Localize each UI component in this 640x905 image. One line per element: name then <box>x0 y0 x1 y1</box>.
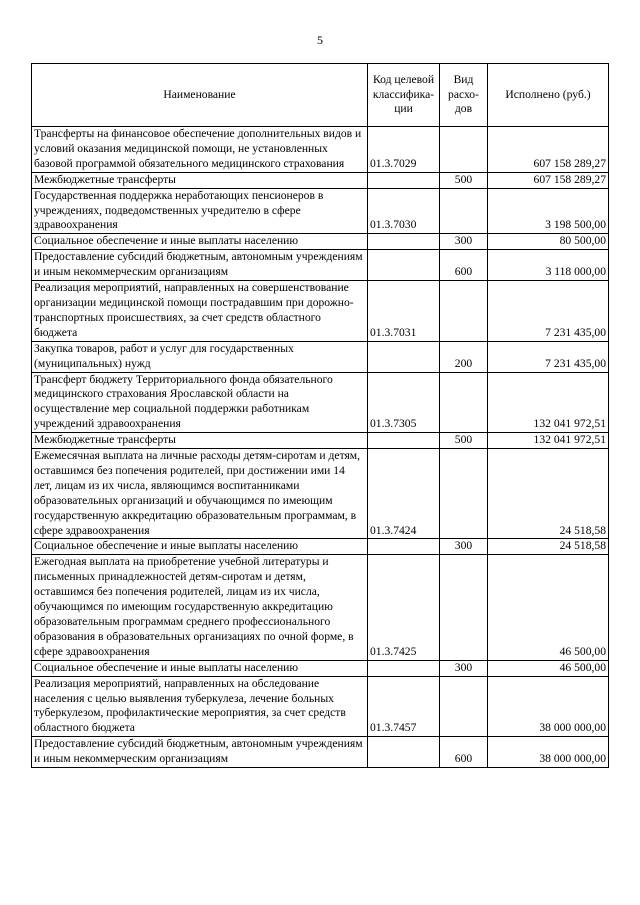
row-name: Предоставление субсидий бюджетным, автономным учреждениям и иным некоммерческим организациям <box>32 250 368 281</box>
table-row <box>32 188 609 234</box>
row-name: Трансферт бюджету Территориального фонда обязательного медицинского страхования Ярославской области на осуществление мер социальной поддержки работникам учреждений здравоохранения <box>32 372 368 433</box>
table-row <box>32 449 609 539</box>
table-row <box>32 172 609 188</box>
table-row <box>32 555 609 660</box>
table-row <box>32 234 609 250</box>
row-name: Закупка товаров, работ и услуг для государственных (муниципальных) нужд <box>32 341 368 372</box>
header-code: Код целевой классифика-ции <box>368 64 440 127</box>
row-type: 200 <box>440 341 488 372</box>
row-name: Предоставление субсидий бюджетным, автономным учреждениям и иным некоммерческим организациям <box>32 737 368 768</box>
row-name: Ежемесячная выплата на личные расходы детям-сиротам и детям, оставшимся без попечения родителей, при достижении ими 14 лет, лицам из их числа, являющимся воспитанниками образовательных организаций и обучающимся по имеющим государственную аккредитацию образовательным программам, в сфере здравоохранения <box>32 449 368 539</box>
row-code: 01.3.7030 <box>368 188 440 234</box>
table-row <box>32 660 609 676</box>
row-amount: 46 500,00 <box>488 660 609 676</box>
row-code <box>368 539 440 555</box>
row-amount: 3 198 500,00 <box>488 188 609 234</box>
page-number: 5 <box>317 33 323 47</box>
row-type <box>440 676 488 737</box>
table-row <box>32 433 609 449</box>
row-type <box>440 127 488 173</box>
row-name: Социальное обеспечение и иные выплаты населению <box>32 539 368 555</box>
row-code <box>368 250 440 281</box>
row-amount: 46 500,00 <box>488 555 609 660</box>
row-type <box>440 372 488 433</box>
row-type: 600 <box>440 737 488 768</box>
row-type <box>440 188 488 234</box>
row-type <box>440 281 488 342</box>
row-amount: 7 231 435,00 <box>488 341 609 372</box>
row-code <box>368 341 440 372</box>
row-type: 300 <box>440 234 488 250</box>
table-row <box>32 250 609 281</box>
row-code <box>368 172 440 188</box>
table-row <box>32 341 609 372</box>
row-code <box>368 433 440 449</box>
row-code <box>368 234 440 250</box>
row-code: 01.3.7305 <box>368 372 440 433</box>
row-code: 01.3.7425 <box>368 555 440 660</box>
row-amount: 38 000 000,00 <box>488 737 609 768</box>
row-name: Ежегодная выплата на приобретение учебной литературы и письменных принадлежностей детям-сиротам и детям, оставшимся без попечения родителей, лицам из их числа, обучающимся по имеющим государственную аккредитацию образовательным программам среднего профессионального образования в образовательных организациях по очной форме, в сфере здравоохранения <box>32 555 368 660</box>
row-name: Реализация мероприятий, направленных на совершенствование организации медицинской помощи пострадавшим при дорожно-транспортных происшествиях, за счет средств областного бюджета <box>32 281 368 342</box>
table-row <box>32 737 609 768</box>
table-row <box>32 127 609 173</box>
row-amount: 607 158 289,27 <box>488 127 609 173</box>
row-amount: 80 500,00 <box>488 234 609 250</box>
row-amount: 607 158 289,27 <box>488 172 609 188</box>
row-name: Государственная поддержка неработающих пенсионеров в учреждениях, подведомственных учредителю в сфере здравоохранения <box>32 188 368 234</box>
row-name: Социальное обеспечение и иные выплаты населению <box>32 660 368 676</box>
row-type <box>440 555 488 660</box>
header-amount: Исполнено (руб.) <box>488 64 609 127</box>
row-code: 01.3.7029 <box>368 127 440 173</box>
table-header-row <box>32 64 609 127</box>
row-name: Межбюджетные трансферты <box>32 172 368 188</box>
row-code: 01.3.7457 <box>368 676 440 737</box>
header-name: Наименование <box>32 64 368 127</box>
row-amount: 24 518,58 <box>488 539 609 555</box>
row-amount: 132 041 972,51 <box>488 372 609 433</box>
row-code <box>368 660 440 676</box>
row-type: 500 <box>440 433 488 449</box>
table-row <box>32 281 609 342</box>
row-amount: 7 231 435,00 <box>488 281 609 342</box>
table-row <box>32 539 609 555</box>
row-amount: 3 118 000,00 <box>488 250 609 281</box>
row-type: 600 <box>440 250 488 281</box>
row-amount: 38 000 000,00 <box>488 676 609 737</box>
row-code <box>368 737 440 768</box>
table-row <box>32 676 609 737</box>
row-name: Социальное обеспечение и иные выплаты населению <box>32 234 368 250</box>
row-name: Трансферты на финансовое обеспечение дополнительных видов и условий оказания медицинской помощи, не установленных базовой программой обязательного медицинского страхования <box>32 127 368 173</box>
row-code: 01.3.7031 <box>368 281 440 342</box>
table-row <box>32 372 609 433</box>
row-code: 01.3.7424 <box>368 449 440 539</box>
row-type: 300 <box>440 539 488 555</box>
row-type: 300 <box>440 660 488 676</box>
row-type: 500 <box>440 172 488 188</box>
row-name: Межбюджетные трансферты <box>32 433 368 449</box>
row-amount: 24 518,58 <box>488 449 609 539</box>
header-type: Вид расхо-дов <box>440 64 488 127</box>
row-name: Реализация мероприятий, направленных на обследование населения с целью выявления туберкулеза, лечение больных туберкулезом, профилактические мероприятия, за счет средств областного бюджета <box>32 676 368 737</box>
row-type <box>440 449 488 539</box>
row-amount: 132 041 972,51 <box>488 433 609 449</box>
budget-execution-table <box>31 63 609 768</box>
